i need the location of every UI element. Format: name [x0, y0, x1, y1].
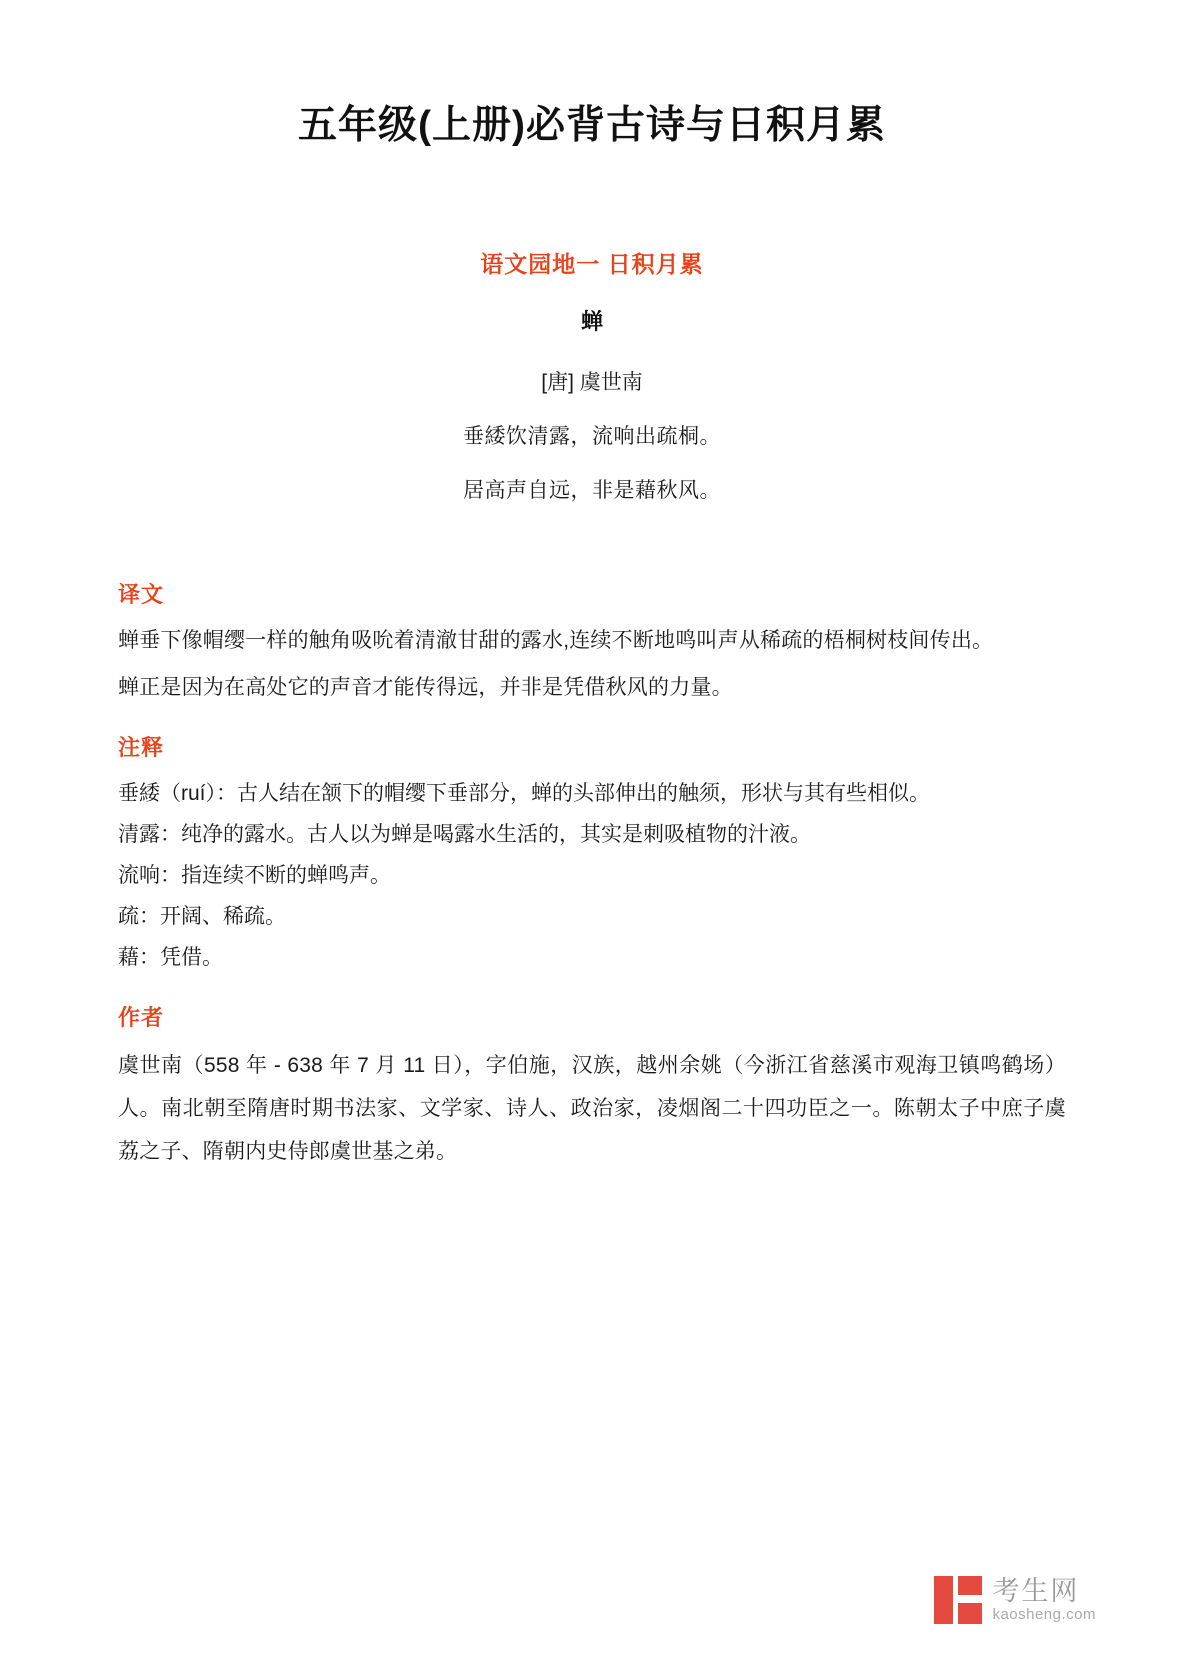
watermark [934, 1576, 1096, 1624]
author-label: 作者 [118, 1004, 165, 1030]
notes-label: 注释 [118, 734, 165, 760]
note-item: 垂緌（ruí）：古人结在颔下的帽缨下垂部分，蝉的头部伸出的触须，形状与其有些相似。 [118, 781, 931, 805]
author-paragraph: 虞世南（558 年 - 638 年 7 月 11 日），字伯施，汉族，越州余姚（今浙江省慈溪市观海卫镇鸣鹤场）人。南北朝至隋唐时期书法家、文学家、诗人、政治家，凌烟阁二十四功臣之一。陈朝太子中庶子虞荔之子、隋朝内史侍郎虞世基之弟。 [118, 1053, 1066, 1163]
poem-line: 垂緌饮清露，流响出疏桐。 [463, 425, 721, 448]
note-item: 疏：开阔、稀疏。 [118, 904, 286, 928]
author-block [118, 1001, 1066, 1173]
translation-paragraph: 蝉垂下像帽缨一样的触角吸吮着清澈甘甜的露水,连续不断地鸣叫声从稀疏的梧桐树枝间传出。 [118, 629, 994, 652]
poem-author: [唐] 虞世南 [541, 371, 643, 394]
poem-line: 居高声自远，非是藉秋风。 [463, 479, 721, 502]
watermark-url: kaosheng.com [992, 1605, 1096, 1623]
page-title: 五年级(上册)必背古诗与日积月累 [298, 104, 886, 147]
translation-label: 译文 [118, 582, 165, 607]
watermark-name: 考生网 [992, 1575, 1080, 1606]
note-item: 藉：凭借。 [118, 945, 223, 969]
translation-paragraph: 蝉正是因为在高处它的声音才能传得远，并非是凭借秋风的力量。 [118, 675, 733, 699]
kaosheng-logo-icon [934, 1576, 982, 1624]
poem-title: 蝉 [580, 309, 603, 334]
note-item: 清露：纯净的露水。古人以为蝉是喝露水生活的，其实是刺吸植物的汁液。 [118, 822, 811, 846]
note-item: 流响：指连续不断的蝉鸣声。 [118, 863, 391, 887]
translation-block [118, 578, 1066, 709]
section-heading: 语文园地一 日积月累 [480, 251, 704, 277]
notes-block [118, 731, 1066, 979]
